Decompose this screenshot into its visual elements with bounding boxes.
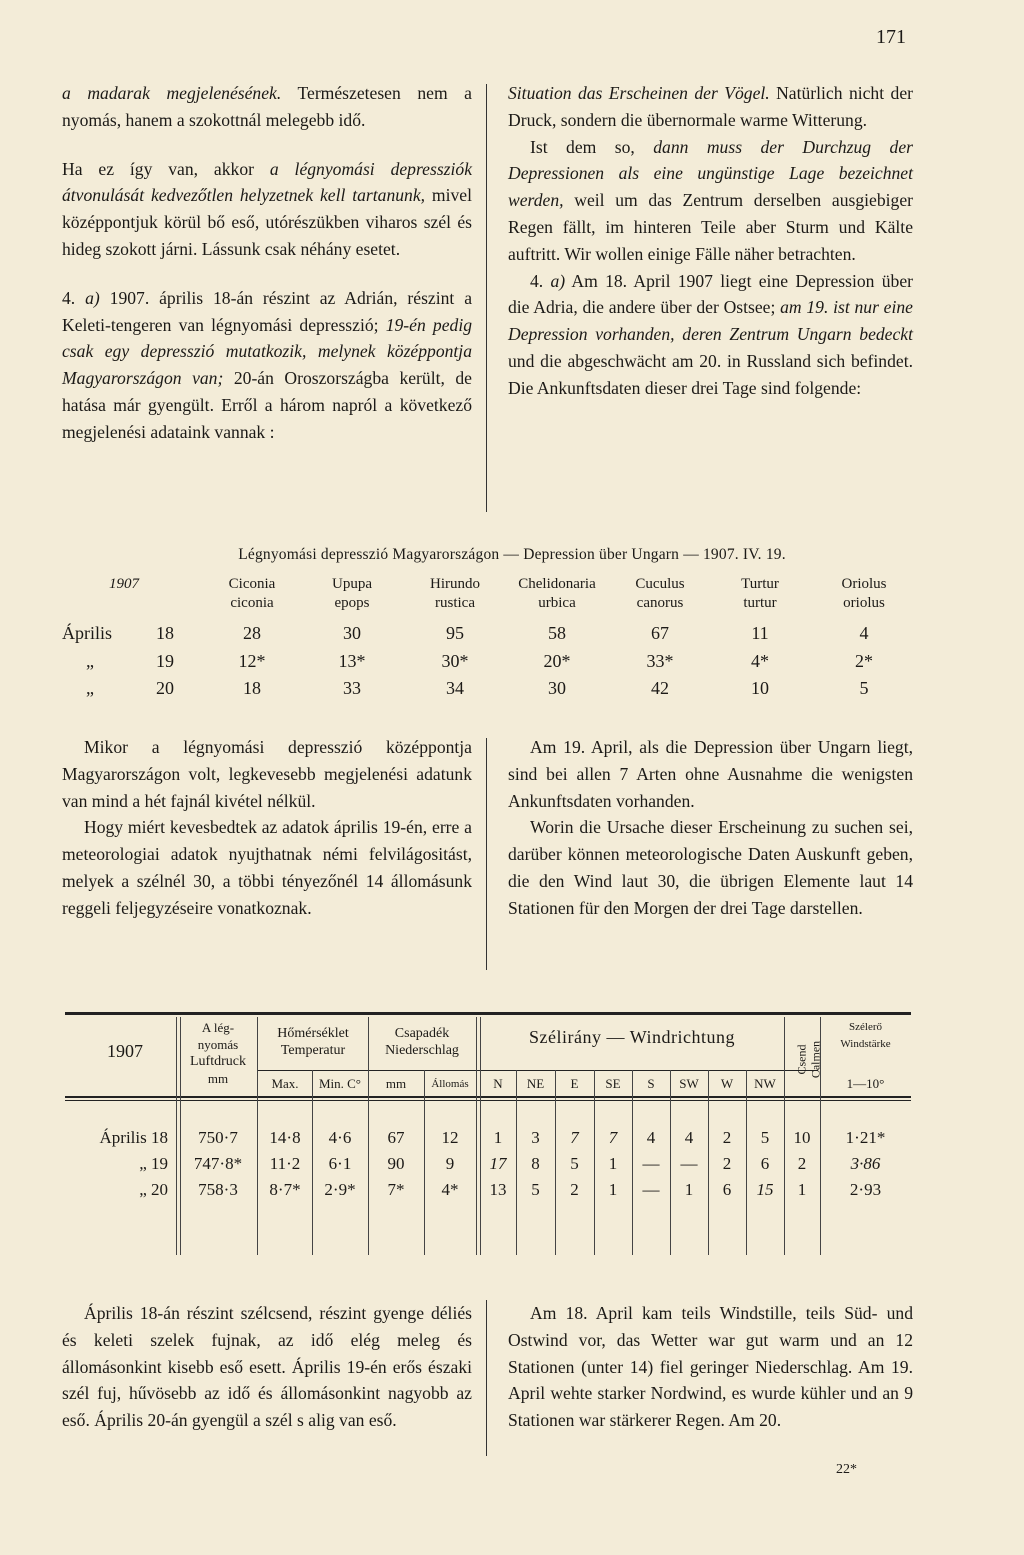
wind-direction-count: 2	[570, 1180, 579, 1199]
species-name-2: urbica	[538, 595, 576, 611]
paragraph: Situation das Erscheinen der Vögel. Natürlich nicht der Druck, sondern die übernormale warme Witterung.	[508, 83, 913, 130]
wind-direction-count: 17	[489, 1154, 507, 1173]
arrival-count: 67	[651, 623, 669, 643]
paragraph: Worin die Ursache dieser Erscheinung zu suchen sei, darüber können meteorologische Daten Auskunft geben, die den Wind laut 30, die übrigen Elemente laut 14 Stationen für den Morgen der drei Tage darstellen.	[508, 817, 913, 918]
paragraph: Április 18-án részint szélcsend, részint gyenge déliés és keleti szelek fujnak, az idő elég meleg és állomásonkint kisebb eső esett. Április 19-én erős északi szél fuj, hűvösebb az idő és állomásonkint nagyobb az eső. Április 20-án gyengül a szél s alig van eső.	[62, 1303, 472, 1431]
wind-force-value: 2·93	[849, 1180, 882, 1199]
header-mm: mm	[385, 1076, 407, 1091]
header-direction: E	[570, 1076, 579, 1091]
arrival-count: 2*	[855, 651, 873, 671]
paragraph: 4. a) Am 18. April 1907 liegt eine Depression über die Adria, die andere über der Ostsee; am 19. ist nur eine Depression vorhanden, deren Zentrum Ungarn bedeckt und die abgeschwächt am 20. in Russland sich befindet. Die Ankunftsdaten dieser drei Tage sind folgende:	[508, 270, 913, 398]
row-month: „	[86, 651, 94, 671]
wind-direction-count: 1	[608, 1154, 618, 1173]
species-name: Upupa	[332, 576, 372, 592]
species-name-2: turtur	[743, 595, 777, 611]
species-name: Hirundo	[430, 576, 480, 592]
arrival-count: 42	[651, 678, 669, 698]
wind-direction-count: 3	[531, 1128, 540, 1147]
column-rule	[476, 1017, 477, 1255]
temp-max-value: 11·2	[269, 1154, 301, 1173]
header-direction: S	[647, 1076, 655, 1091]
pressure-value: 747·8*	[193, 1154, 243, 1173]
calm-count: 1	[797, 1180, 807, 1199]
temp-min-value: 2·9*	[324, 1180, 356, 1199]
row-month: „	[86, 678, 94, 698]
paragraph: Am 18. April kam teils Windstille, teils Süd- und Ostwind vor, das Wetter war gut warm und an 12 Stationen (unter 14) fiel geringer Niederschlag. Am 19. April wehte starker Nordwind, es wurde kühler und an 9 Stationen war stärkerer Regen. Am 20.	[508, 1303, 913, 1431]
precip-mm-value: 7*	[387, 1180, 405, 1199]
wind-direction-count: 1	[684, 1180, 694, 1199]
wind-direction-count: —	[680, 1154, 698, 1173]
species-name-2: rustica	[435, 595, 475, 611]
arrival-count: 13*	[338, 651, 366, 671]
wind-direction-count: 6	[722, 1180, 732, 1199]
bird-table-title: Légnyomási depresszió Magyarországon — Depression über Ungarn — 1907. IV. 19.	[238, 546, 786, 563]
arrival-count: 34	[446, 678, 464, 698]
wind-direction-count: 2	[722, 1154, 732, 1173]
arrival-count: 11	[751, 623, 769, 643]
species-name-2: canorus	[636, 595, 684, 611]
arrival-count: 18	[243, 678, 261, 698]
header-precipitation: Csapadék	[394, 1026, 450, 1041]
arrival-count: 30*	[441, 651, 469, 671]
signature-mark: 22*	[836, 1462, 857, 1477]
species-name: Oriolus	[841, 576, 887, 592]
arrival-count: 33*	[646, 651, 674, 671]
header-calm: Calmen	[808, 1040, 823, 1079]
header-pressure: mm	[207, 1071, 229, 1086]
temp-max-value: 8·7*	[269, 1180, 301, 1199]
column-rule	[176, 1017, 177, 1255]
arrival-count: 30	[343, 623, 361, 643]
column-divider	[486, 1300, 487, 1456]
calm-count: 2	[797, 1154, 807, 1173]
header-direction: NW	[754, 1076, 776, 1091]
header-year: 1907	[107, 1041, 143, 1061]
paragraph: Ist dem so, dann muss der Durchzug der Depressionen als eine ungünstige Lage bezeichnet werden, weil um das Zentrum derselben ausgiebiger Regen fällt, im hinteren Teile aber Sturm und Kälte auftritt. Wir wollen einige Fälle näher betrachten.	[508, 136, 913, 264]
wind-direction-count: 5	[570, 1154, 579, 1173]
page-number: 171	[876, 26, 906, 48]
wind-force-value: 1·21*	[845, 1128, 886, 1147]
header-precipitation: Niederschlag	[385, 1043, 459, 1058]
temp-min-value: 4·6	[328, 1128, 352, 1147]
arrival-count: 95	[446, 623, 464, 643]
paragraph: Mikor a légnyomási depresszió középpontja Magyarországon volt, legkevesebb megjelenési adatunk van mind a hét fajnál kivétel nélkül.	[62, 737, 472, 811]
header-temperature: Temperatur	[280, 1043, 346, 1058]
species-name: Ciconia	[228, 576, 276, 592]
precip-mm-value: 67	[387, 1128, 405, 1147]
header-min: Min. C°	[318, 1076, 362, 1091]
header-pressure: A lég-	[201, 1020, 235, 1035]
pressure-value: 758·3	[198, 1180, 238, 1199]
header-pressure: nyomás	[197, 1037, 239, 1052]
bottom-left-column	[62, 1300, 472, 1434]
temp-min-value: 6·1	[328, 1154, 352, 1173]
wind-direction-count: 1	[493, 1128, 503, 1147]
wind-direction-count: 1	[608, 1180, 618, 1199]
species-name: Cuculus	[635, 576, 685, 592]
row-month: Április	[62, 623, 113, 643]
species-name: Turtur	[741, 576, 779, 592]
wind-direction-count: —	[642, 1180, 660, 1199]
wind-direction-count: 15	[756, 1180, 774, 1199]
wind-direction-count: 7	[608, 1128, 618, 1147]
header-pressure: Luftdruck	[190, 1054, 246, 1069]
header-direction: W	[720, 1076, 734, 1091]
header-temperature: Hőmérséklet	[277, 1026, 349, 1041]
header-wind-force: Windstärke	[840, 1038, 891, 1050]
precip-stations-value: 4*	[441, 1180, 459, 1199]
header-direction: SE	[605, 1076, 621, 1091]
wind-direction-count: 4	[684, 1128, 694, 1147]
header-calm: Csend	[794, 1044, 809, 1075]
header-direction: NE	[526, 1076, 545, 1091]
species-name-2: ciconia	[230, 595, 274, 611]
wind-direction-count: 7	[570, 1128, 579, 1147]
wind-direction-count: 8	[531, 1154, 540, 1173]
paragraph: Am 19. April, als die Depression über Ungarn liegt, sind bei allen 7 Arten ohne Ausnahme die wenigsten Ankunftsdaten vorhanden.	[508, 737, 913, 811]
arrival-count: 28	[243, 623, 261, 643]
wind-direction-count: 4	[646, 1128, 656, 1147]
row-label: Április 18	[99, 1128, 168, 1147]
row-day: 19	[156, 651, 174, 671]
wind-direction-count: 13	[489, 1180, 507, 1199]
row-label: „ 19	[139, 1154, 168, 1173]
species-name: Chelidonaria	[518, 576, 596, 592]
row-day: 20	[156, 678, 174, 698]
arrival-count: 10	[751, 678, 769, 698]
wind-direction-count: —	[642, 1154, 660, 1173]
arrival-count: 5	[859, 678, 869, 698]
paragraph: Hogy miért kevesbedtek az adatok április 19-én, erre a meteorologiai adatok nyujthatnak némi felvilágositást, melyek a szélnél 30, a többi tényezőnél 14 állomásunk reggeli feljegyzéseire vonatkoznak.	[62, 817, 472, 918]
arrival-count: 20*	[543, 651, 571, 671]
temp-max-value: 14·8	[269, 1128, 301, 1147]
arrival-count: 30	[548, 678, 566, 698]
header-wind-direction: Szélirány — Windrichtung	[529, 1027, 735, 1047]
arrival-count: 58	[548, 623, 566, 643]
paragraph: Ha ez így van, akkor a légnyomási depressziók átvonulását kedvezőtlen helyzetnek kell tartanunk, mivel középpontjuk körül bő eső, utórészükben viharos szél és hideg szokott járni. Lássunk csak néhány esetet.	[62, 158, 473, 259]
wind-direction-count: 5	[760, 1128, 770, 1147]
wind-direction-count: 6	[760, 1154, 770, 1173]
bottom-right-column	[508, 1300, 913, 1434]
wind-direction-count: 2	[722, 1128, 732, 1147]
header-force-scale: 1—10°	[846, 1076, 885, 1091]
header-stations: Állomás	[431, 1078, 469, 1090]
header-direction: N	[493, 1076, 503, 1091]
header-max: Max.	[271, 1076, 299, 1091]
precip-stations-value: 12	[441, 1128, 459, 1147]
wind-force-value: 3·86	[850, 1154, 881, 1173]
header-wind-force: Szélerő	[849, 1021, 882, 1033]
bird-table-year: 1907	[109, 576, 139, 592]
row-day: 18	[156, 623, 174, 643]
header-direction: SW	[679, 1076, 699, 1091]
pressure-value: 750·7	[198, 1128, 238, 1147]
calm-count: 10	[793, 1128, 811, 1147]
precip-stations-value: 9	[445, 1154, 455, 1173]
arrival-count: 4*	[751, 651, 769, 671]
table-top-rule	[65, 1012, 911, 1015]
arrival-count: 12*	[238, 651, 266, 671]
arrival-count: 4	[859, 623, 869, 643]
species-name-2: oriolus	[843, 595, 885, 611]
table-subheader-rule	[258, 1070, 818, 1071]
arrival-count: 33	[343, 678, 361, 698]
row-label: „ 20	[139, 1180, 168, 1199]
paragraph: a madarak megjelenésének. Természetesen nem a nyomás, hanem a szokottnál melegebb idő.	[62, 83, 472, 130]
precip-mm-value: 90	[387, 1154, 405, 1173]
paragraph: 4. a) 1907. április 18-án részint az Adrián, részint a Keleti-tengeren van légnyomási depresszió; 19-én pedig csak egy depresszió mutatkozik, melynek középpontja Magyarországon van; 20-án Oroszországba került, de hatása már gyengült. Erről a három napról a következő megjelenési adataink vannak :	[62, 287, 473, 442]
species-name-2: epops	[334, 595, 370, 611]
wind-direction-count: 5	[531, 1180, 540, 1199]
